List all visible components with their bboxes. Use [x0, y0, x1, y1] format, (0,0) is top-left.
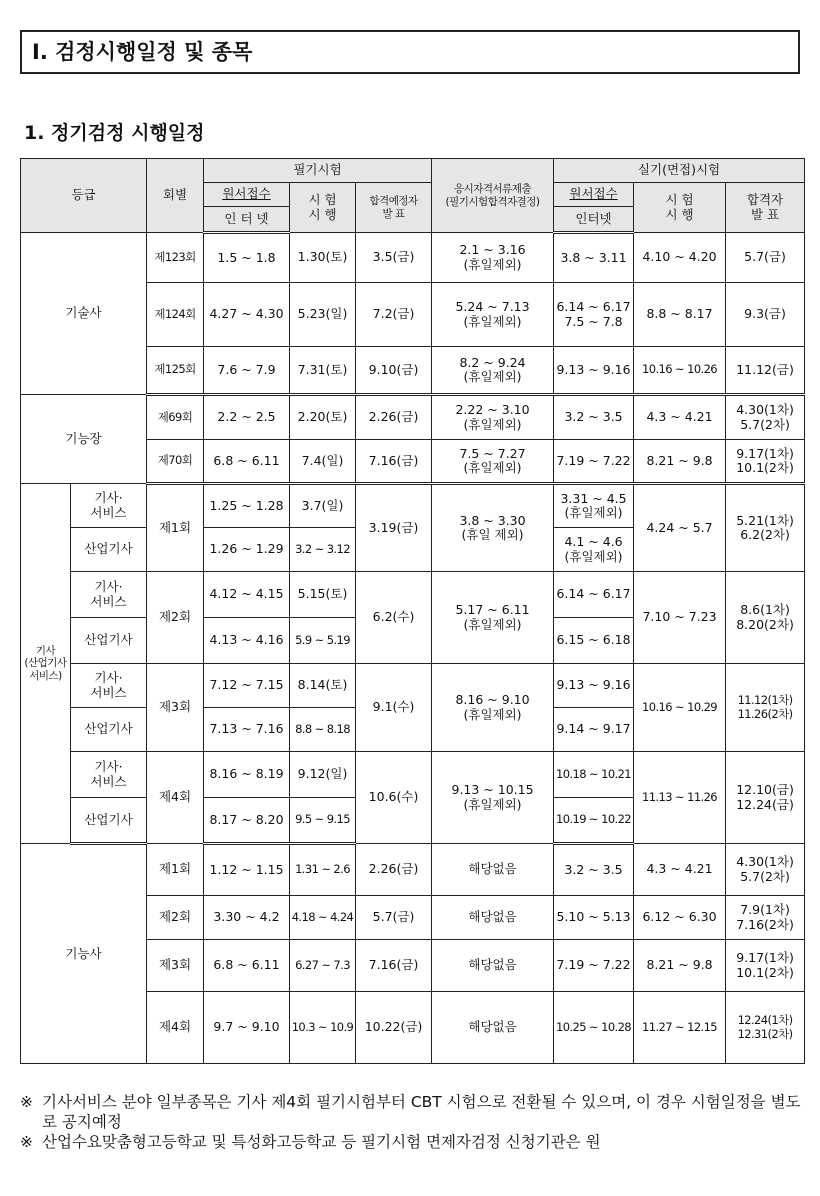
pass-cell: 7.2(금)	[356, 283, 432, 347]
header-grade: 등급	[21, 159, 147, 233]
p-pass-cell: 9.3(금)	[726, 283, 805, 347]
header-practical: 실기(면접)시험	[554, 159, 805, 183]
exam-cell: 3.2 ~ 3.12	[290, 528, 356, 572]
p-pass-cell: 9.17(1차) 10.1(2차)	[726, 440, 805, 484]
apply-cell: 8.16 ~ 8.19	[204, 752, 290, 798]
apply-cell: 3.30 ~ 4.2	[204, 896, 290, 940]
round-cell: 제4회	[147, 752, 204, 844]
note-mark: ※	[20, 1133, 33, 1151]
p-apply-cell: 3.2 ~ 3.5	[554, 844, 634, 896]
p-exam-cell: 10.16 ~ 10.29	[634, 664, 726, 752]
round-cell: 제123회	[147, 233, 204, 283]
sub-group-saneop: 산업기사	[71, 708, 147, 752]
pass-cell: 9.10(금)	[356, 347, 432, 395]
sub-group-gisa-service: 기사· 서비스	[71, 572, 147, 618]
sub-group-saneop: 산업기사	[71, 618, 147, 664]
docs-cell: 2.22 ~ 3.10 (휴일제외)	[432, 395, 554, 440]
p-apply-cell: 6.15 ~ 6.18	[554, 618, 634, 664]
header-internet: 인 터 넷	[204, 207, 290, 233]
p-apply-cell: 9.14 ~ 9.17	[554, 708, 634, 752]
p-apply-cell: 3.2 ~ 3.5	[554, 395, 634, 440]
round-cell: 제124회	[147, 283, 204, 347]
p-apply-cell: 7.19 ~ 7.22	[554, 440, 634, 484]
pass-cell: 9.1(수)	[356, 664, 432, 752]
docs-cell: 8.2 ~ 9.24 (휴일제외)	[432, 347, 554, 395]
pass-cell: 5.7(금)	[356, 896, 432, 940]
apply-cell: 4.27 ~ 4.30	[204, 283, 290, 347]
pass-cell: 2.26(금)	[356, 395, 432, 440]
apply-cell: 6.8 ~ 6.11	[204, 940, 290, 992]
sub-group-gisa-service: 기사· 서비스	[71, 664, 147, 708]
p-exam-cell: 6.12 ~ 6.30	[634, 896, 726, 940]
p-pass-cell: 4.30(1차) 5.7(2차)	[726, 844, 805, 896]
round-cell: 제2회	[147, 896, 204, 940]
p-pass-cell: 11.12(1차) 11.26(2차)	[726, 664, 805, 752]
header-pass: 합격예정자 발 표	[356, 183, 432, 233]
docs-cell: 5.24 ~ 7.13 (휴일제외)	[432, 283, 554, 347]
p-pass-cell: 7.9(1차) 7.16(2차)	[726, 896, 805, 940]
p-exam-cell: 8.21 ~ 9.8	[634, 940, 726, 992]
apply-cell: 7.6 ~ 7.9	[204, 347, 290, 395]
pass-cell: 6.2(수)	[356, 572, 432, 664]
p-exam-cell: 4.3 ~ 4.21	[634, 395, 726, 440]
pass-cell: 10.6(수)	[356, 752, 432, 844]
note-item	[20, 1132, 810, 1152]
schedule-table	[20, 158, 805, 1064]
round-cell: 제1회	[147, 484, 204, 572]
docs-cell: 5.17 ~ 6.11 (휴일제외)	[432, 572, 554, 664]
apply-cell: 1.12 ~ 1.15	[204, 844, 290, 896]
note-mark: ※	[20, 1093, 33, 1111]
p-apply-cell: 10.25 ~ 10.28	[554, 992, 634, 1064]
p-pass-cell: 4.30(1차) 5.7(2차)	[726, 395, 805, 440]
sub-group-saneop: 산업기사	[71, 528, 147, 572]
p-apply-cell: 3.31 ~ 4.5 (휴일제외)	[554, 484, 634, 528]
exam-cell: 6.27 ~ 7.3	[290, 940, 356, 992]
apply-cell: 1.25 ~ 1.28	[204, 484, 290, 528]
notes	[20, 1092, 810, 1152]
p-apply-cell: 10.19 ~ 10.22	[554, 798, 634, 844]
round-cell: 제70회	[147, 440, 204, 484]
group-gisa: 기사 (산업기사 서비스)	[21, 484, 71, 844]
exam-cell: 4.18 ~ 4.24	[290, 896, 356, 940]
exam-cell: 1.31 ~ 2.6	[290, 844, 356, 896]
apply-cell: 4.12 ~ 4.15	[204, 572, 290, 618]
table-row	[21, 233, 805, 283]
exam-cell: 9.12(일)	[290, 752, 356, 798]
docs-cell: 해당없음	[432, 992, 554, 1064]
sub-group-saneop: 산업기사	[71, 798, 147, 844]
p-pass-cell: 8.6(1차) 8.20(2차)	[726, 572, 805, 664]
p-apply-cell: 6.14 ~ 6.17 7.5 ~ 7.8	[554, 283, 634, 347]
p-pass-cell: 5.21(1차) 6.2(2차)	[726, 484, 805, 572]
header-p-pass: 합격자 발 표	[726, 183, 805, 233]
p-pass-cell: 12.24(1차) 12.31(2차)	[726, 992, 805, 1064]
p-apply-cell: 4.1 ~ 4.6 (휴일제외)	[554, 528, 634, 572]
p-apply-cell: 7.19 ~ 7.22	[554, 940, 634, 992]
p-apply-cell: 9.13 ~ 9.16	[554, 347, 634, 395]
p-exam-cell: 8.21 ~ 9.8	[634, 440, 726, 484]
pass-cell: 2.26(금)	[356, 844, 432, 896]
pass-cell: 3.5(금)	[356, 233, 432, 283]
apply-cell: 4.13 ~ 4.16	[204, 618, 290, 664]
table-row	[21, 572, 805, 618]
apply-cell: 6.8 ~ 6.11	[204, 440, 290, 484]
sub-title: 1. 정기검정 시행일정	[24, 122, 205, 144]
table-row	[21, 752, 805, 798]
exam-cell: 8.14(토)	[290, 664, 356, 708]
p-exam-cell: 11.13 ~ 11.26	[634, 752, 726, 844]
section-title: Ⅰ. 검정시행일정 및 종목	[20, 30, 800, 74]
note-item	[20, 1092, 810, 1132]
exam-cell: 7.4(일)	[290, 440, 356, 484]
table-row	[21, 664, 805, 708]
apply-cell: 8.17 ~ 8.20	[204, 798, 290, 844]
exam-cell: 3.7(일)	[290, 484, 356, 528]
p-apply-cell: 9.13 ~ 9.16	[554, 664, 634, 708]
round-cell: 제3회	[147, 664, 204, 752]
pass-cell: 7.16(금)	[356, 440, 432, 484]
round-cell: 제4회	[147, 992, 204, 1064]
apply-cell: 7.13 ~ 7.16	[204, 708, 290, 752]
p-exam-cell: 8.8 ~ 8.17	[634, 283, 726, 347]
apply-cell: 1.26 ~ 1.29	[204, 528, 290, 572]
group-gineungsa: 기능사	[21, 844, 147, 1064]
table-row	[21, 395, 805, 440]
round-cell: 제3회	[147, 940, 204, 992]
header-p-internet: 인터넷	[554, 207, 634, 233]
apply-cell: 1.5 ~ 1.8	[204, 233, 290, 283]
p-exam-cell: 10.16 ~ 10.26	[634, 347, 726, 395]
apply-cell: 7.12 ~ 7.15	[204, 664, 290, 708]
p-apply-cell: 10.18 ~ 10.21	[554, 752, 634, 798]
p-apply-cell: 6.14 ~ 6.17	[554, 572, 634, 618]
round-cell: 제2회	[147, 572, 204, 664]
sub-group-gisa-service: 기사· 서비스	[71, 484, 147, 528]
docs-cell: 9.13 ~ 10.15 (휴일제외)	[432, 752, 554, 844]
p-apply-cell: 5.10 ~ 5.13	[554, 896, 634, 940]
docs-cell: 8.16 ~ 9.10 (휴일제외)	[432, 664, 554, 752]
docs-cell: 7.5 ~ 7.27 (휴일제외)	[432, 440, 554, 484]
p-pass-cell: 12.10(금) 12.24(금)	[726, 752, 805, 844]
p-exam-cell: 7.10 ~ 7.23	[634, 572, 726, 664]
docs-cell: 3.8 ~ 3.30 (휴일 제외)	[432, 484, 554, 572]
group-gineungjang: 기능장	[21, 395, 147, 484]
exam-cell: 2.20(토)	[290, 395, 356, 440]
docs-cell: 2.1 ~ 3.16 (휴일제외)	[432, 233, 554, 283]
round-cell: 제1회	[147, 844, 204, 896]
pass-cell: 3.19(금)	[356, 484, 432, 572]
sub-group-gisa-service: 기사· 서비스	[71, 752, 147, 798]
p-exam-cell: 4.10 ~ 4.20	[634, 233, 726, 283]
p-pass-cell: 5.7(금)	[726, 233, 805, 283]
exam-cell: 1.30(토)	[290, 233, 356, 283]
pass-cell: 7.16(금)	[356, 940, 432, 992]
docs-cell: 해당없음	[432, 940, 554, 992]
p-pass-cell: 11.12(금)	[726, 347, 805, 395]
exam-cell: 5.15(토)	[290, 572, 356, 618]
group-gisulsa: 기술사	[21, 233, 147, 395]
p-exam-cell: 4.3 ~ 4.21	[634, 844, 726, 896]
note-text: 산업수요맞춤형고등학교 및 특성화고등학교 등 필기시험 면제자검정 신청기관은 원	[42, 1133, 601, 1151]
p-exam-cell: 4.24 ~ 5.7	[634, 484, 726, 572]
exam-cell: 9.5 ~ 9.15	[290, 798, 356, 844]
exam-cell: 5.9 ~ 5.19	[290, 618, 356, 664]
header-round: 회별	[147, 159, 204, 233]
pass-cell: 10.22(금)	[356, 992, 432, 1064]
header-exam: 시 험 시 행	[290, 183, 356, 233]
round-cell: 제125회	[147, 347, 204, 395]
table-row	[21, 484, 805, 528]
table-row	[21, 844, 805, 896]
round-cell: 제69회	[147, 395, 204, 440]
header-docs: 응시자격서류제출 (필기시험합격자결정)	[432, 159, 554, 233]
apply-cell: 2.2 ~ 2.5	[204, 395, 290, 440]
exam-cell: 8.8 ~ 8.18	[290, 708, 356, 752]
exam-cell: 10.3 ~ 10.9	[290, 992, 356, 1064]
header-written: 필기시험	[204, 159, 432, 183]
p-pass-cell: 9.17(1차) 10.1(2차)	[726, 940, 805, 992]
header-p-exam: 시 험 시 행	[634, 183, 726, 233]
p-exam-cell: 11.27 ~ 12.15	[634, 992, 726, 1064]
p-apply-cell: 3.8 ~ 3.11	[554, 233, 634, 283]
docs-cell: 해당없음	[432, 896, 554, 940]
exam-cell: 7.31(토)	[290, 347, 356, 395]
exam-cell: 5.23(일)	[290, 283, 356, 347]
apply-cell: 9.7 ~ 9.10	[204, 992, 290, 1064]
note-text: 기사서비스 분야 일부종목은 기사 제4회 필기시험부터 CBT 시험으로 전환될 수 있으며, 이 경우 시험일정을 별도로 공지예정	[42, 1093, 801, 1131]
header-apply: 원서접수	[204, 183, 290, 207]
header-p-apply: 원서접수	[554, 183, 634, 207]
docs-cell: 해당없음	[432, 844, 554, 896]
